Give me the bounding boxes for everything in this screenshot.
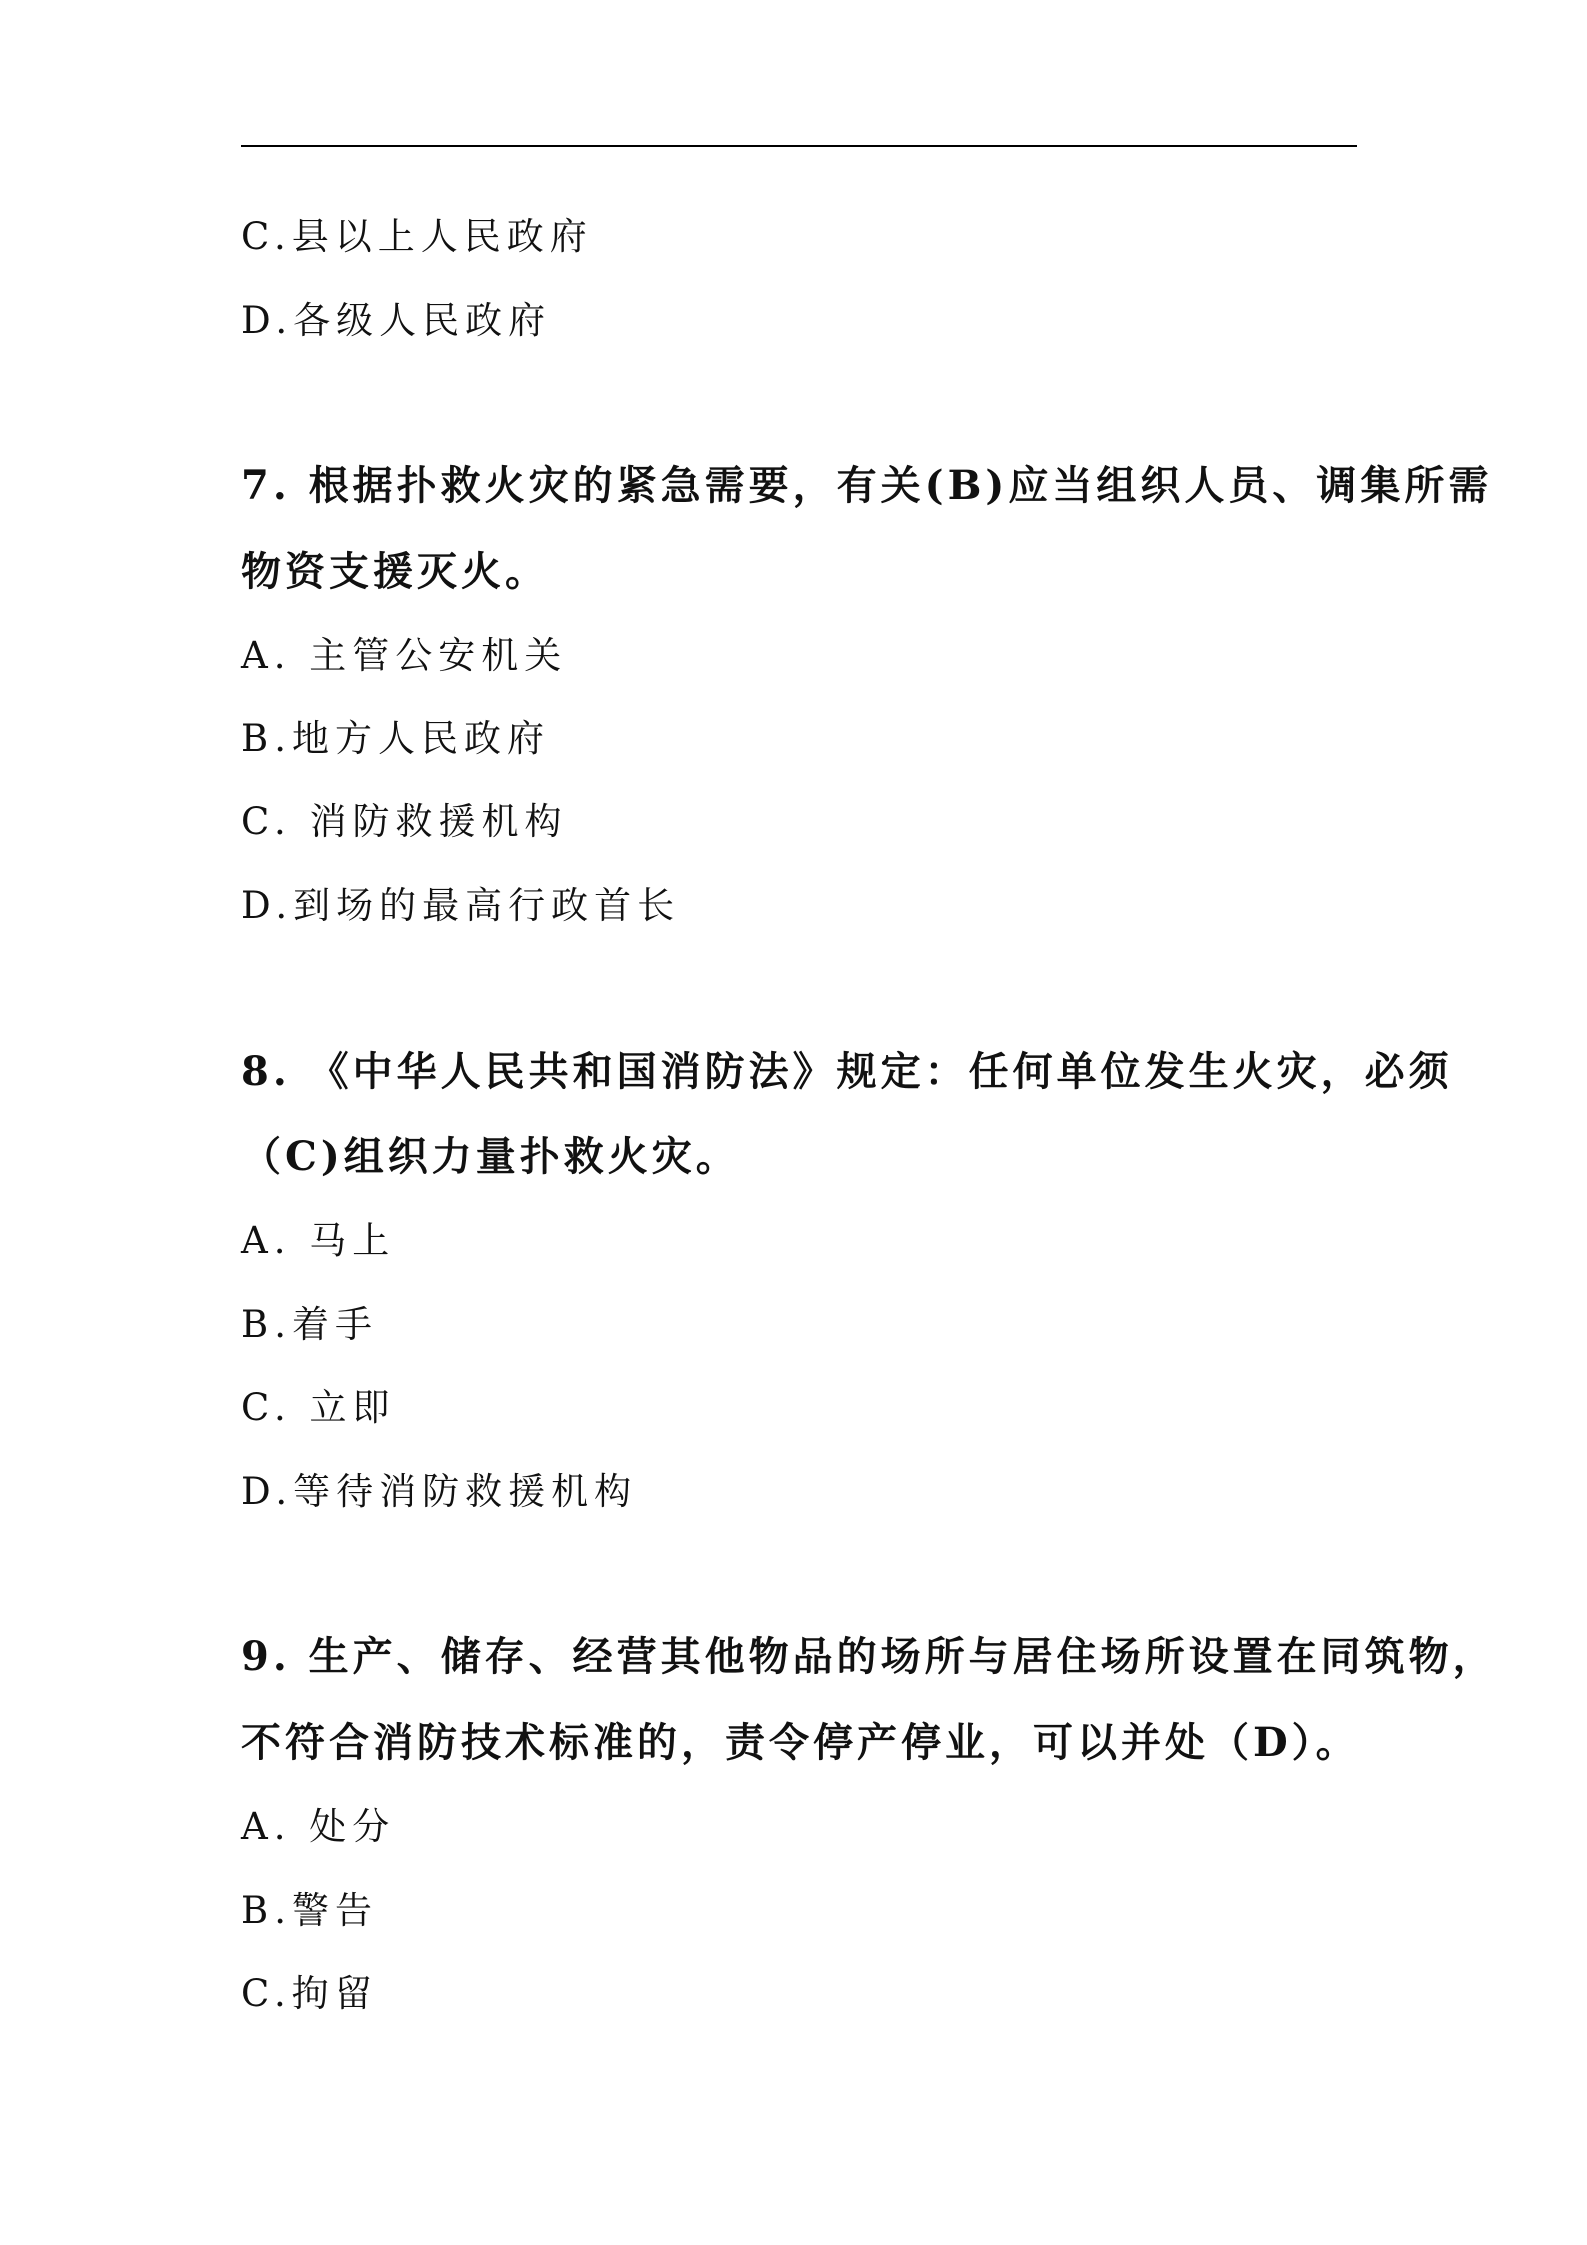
option-c-q7: C. 消防救援机构 xyxy=(241,800,568,843)
question-8-line-1: 8. 《中华人民共和国消防法》规定：任何单位发生火灾，必须 xyxy=(241,1048,1453,1095)
question-7-line-1: 7. 根据扑救火灾的紧急需要，有关(B)应当组织人员、调集所需 xyxy=(241,462,1493,509)
option-a-q9: A. 处分 xyxy=(241,1805,396,1848)
option-d-q6: D.各级人民政府 xyxy=(241,299,552,342)
option-d-q7: D.到场的最高行政首长 xyxy=(241,884,681,927)
option-a-q7: A. 主管公安机关 xyxy=(241,634,568,677)
question-7-line-2: 物资支援灭火。 xyxy=(241,548,549,595)
option-a-q8: A. 马上 xyxy=(241,1219,396,1262)
option-c-q9: C.拘留 xyxy=(241,1972,378,2015)
option-b-q9: B.警告 xyxy=(241,1889,378,1932)
option-b-q7: B.地方人民政府 xyxy=(241,717,550,760)
option-c-q8: C. 立即 xyxy=(241,1386,396,1429)
question-8-line-2: （C)组织力量扑救火灾。 xyxy=(241,1133,740,1180)
question-9-line-2: 不符合消防技术标准的，责令停产停业，可以并处（D）。 xyxy=(241,1719,1360,1766)
option-b-q8: B.着手 xyxy=(241,1303,378,1346)
option-c-q6: C.县以上人民政府 xyxy=(241,215,593,258)
option-d-q8: D.等待消防救援机构 xyxy=(241,1470,638,1513)
question-9-line-1: 9. 生产、储存、经营其他物品的场所与居住场所设置在同筑物， xyxy=(241,1633,1497,1680)
header-rule xyxy=(241,145,1357,147)
